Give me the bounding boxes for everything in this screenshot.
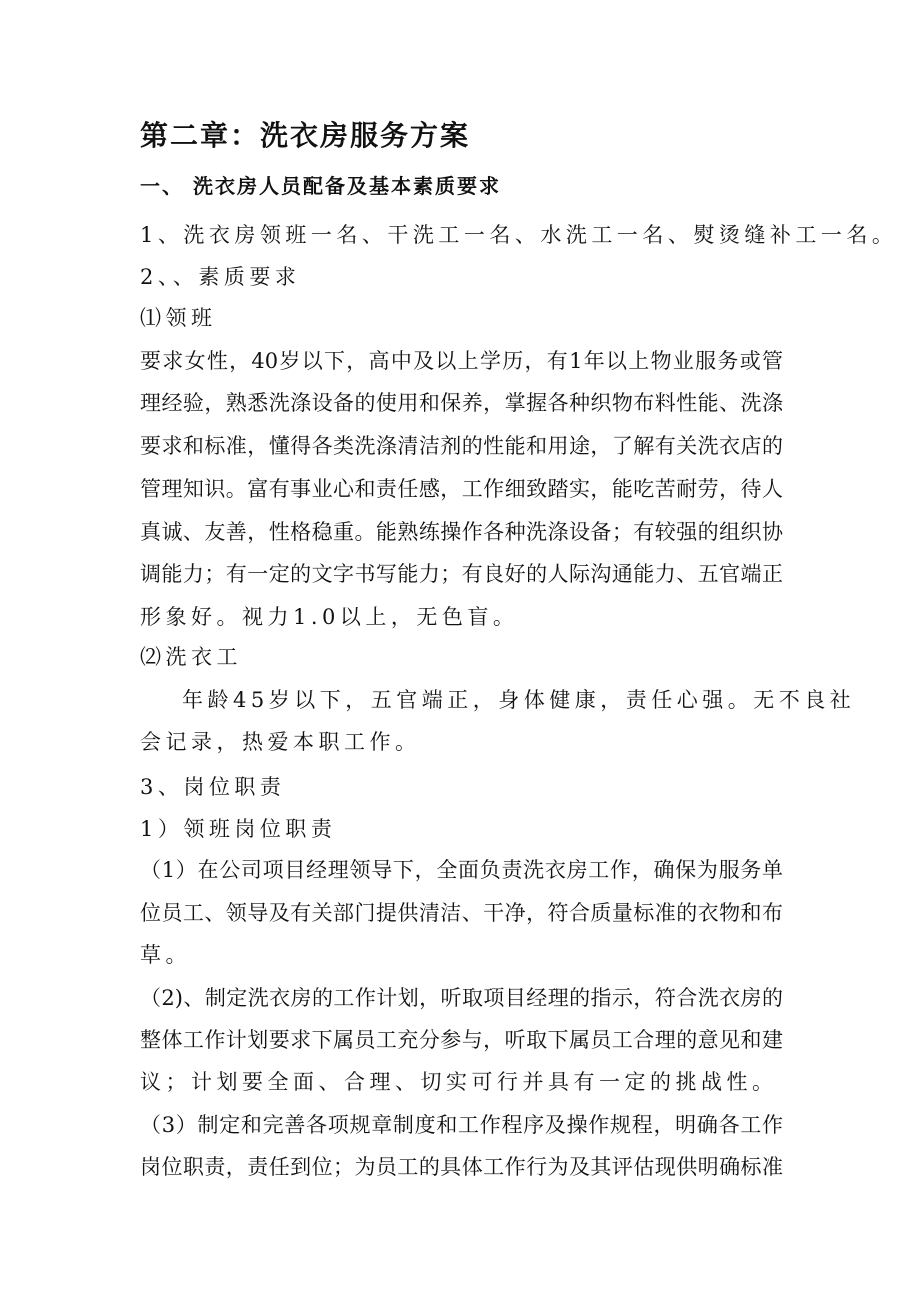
paragraph-line: 真诚、友善，性格稳重。能熟练操作各种洗涤设备；有较强的组织协 [140, 520, 783, 544]
paragraph-line: 草。 [140, 943, 191, 967]
paragraph-line: 调能力；有一定的文字书写能力；有良好的人际沟通能力、五官端正 [140, 562, 783, 586]
paragraph-line: 要求女性，40岁以下，高中及以上学历，有1年以上物业服务或管 [140, 349, 783, 373]
paragraph-line: （2)、制定洗衣房的工作计划，听取项目经理的指示，符合洗衣房的 [140, 986, 783, 1010]
paragraph-line: 岗位职责，责任到位；为员工的具体工作行为及其评估现供明确标准 [140, 1155, 783, 1179]
paragraph-line: 要求和标准，懂得各类洗涤清洁剂的性能和用途，了解有关洗衣店的 [140, 434, 783, 458]
paragraph-line: 1）领班岗位职责 [140, 817, 337, 841]
paragraph-line: 整体工作计划要求下属员工充分参与，听取下属员工合理的意见和建 [140, 1028, 783, 1052]
paragraph-line: 1、洗衣房领班一名、干洗工一名、水洗工一名、熨烫缝补工一名。 [140, 223, 898, 247]
paragraph-line: 理经验，熟悉洗涤设备的使用和保养，掌握各种织物布料性能、洗涤 [140, 391, 783, 415]
paragraph-line: 年龄45岁以下，五官端正，身体健康，责任心强。无不良社 [182, 688, 856, 712]
paragraph-line: ⑴领班 [140, 306, 217, 330]
paragraph-line: 3、岗位职责 [140, 775, 286, 799]
paragraph-line: （1）在公司项目经理领导下，全面负责洗衣房工作，确保为服务单 [140, 858, 783, 882]
paragraph-line: 2、、素质要求 [140, 265, 301, 289]
paragraph-line: 管理知识。富有事业心和责任感，工作细致踏实，能吃苦耐劳，待人 [140, 477, 783, 501]
chapter-title: 第二章：洗衣房服务方案 [140, 119, 471, 152]
paragraph-line: 形象好。视力1.0以上，无色盲。 [140, 605, 519, 629]
paragraph-line: ⑵洗衣工 [140, 645, 242, 669]
paragraph-line: 位员工、领导及有关部门提供清洁、干净，符合质量标准的衣物和布 [140, 901, 783, 925]
paragraph-line: 议；计划要全面、合理、切实可行并具有一定的挑战性。 [140, 1070, 778, 1094]
paragraph-line: （3）制定和完善各项规章制度和工作程序及操作规程，明确各工作 [140, 1113, 783, 1137]
paragraph-line: 会记录，热爱本职工作。 [140, 730, 421, 754]
section-heading: 一、 洗衣房人员配备及基本素质要求 [140, 174, 501, 198]
